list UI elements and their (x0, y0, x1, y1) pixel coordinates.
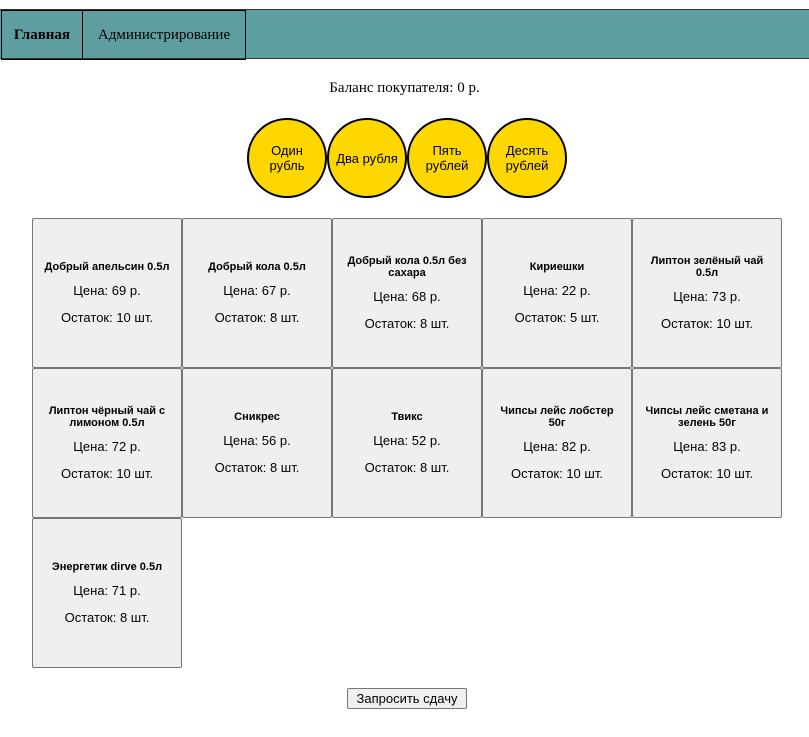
product-stock: Остаток: 8 шт. (214, 460, 300, 475)
product-price: Цена: 22 р. (523, 283, 591, 298)
product-stock: Остаток: 10 шт. (661, 316, 753, 331)
product-name: Чипсы лейс сметана и зелень 50г (645, 405, 769, 429)
product-stock: Остаток: 8 шт. (364, 316, 450, 331)
product-price: Цена: 73 р. (673, 289, 741, 304)
product-price: Цена: 69 р. (73, 283, 141, 298)
product-stock: Остаток: 10 шт. (61, 310, 153, 325)
top-navigation-bar (0, 9, 809, 59)
product-price: Цена: 52 р. (373, 433, 441, 448)
product-card[interactable] (32, 218, 182, 368)
nav-tab-administration[interactable]: Администрирование (82, 10, 246, 60)
product-name: Кириешки (529, 261, 585, 273)
product-card[interactable] (632, 368, 782, 518)
product-name: Энергетик dirve 0.5л (51, 561, 163, 573)
coin-five-rubles-button[interactable]: Пять рублей (407, 118, 487, 198)
product-name: Добрый кола 0.5л (208, 261, 306, 273)
product-card[interactable] (332, 218, 482, 368)
product-price: Цена: 82 р. (523, 439, 591, 454)
product-price: Цена: 67 р. (223, 283, 291, 298)
product-name: Чипсы лейс лобстер 50г (500, 405, 614, 429)
product-card[interactable] (182, 368, 332, 518)
product-stock: Остаток: 5 шт. (514, 310, 600, 325)
product-name: Липтон зелёный чай 0.5л (650, 255, 764, 279)
product-price: Цена: 71 р. (73, 583, 141, 598)
product-card[interactable] (32, 518, 182, 668)
product-stock: Остаток: 8 шт. (64, 610, 150, 625)
customer-balance: Баланс покупателя: 0 р. (329, 80, 480, 96)
product-card[interactable] (482, 218, 632, 368)
product-card[interactable] (482, 368, 632, 518)
product-stock: Остаток: 10 шт. (511, 466, 603, 481)
product-stock: Остаток: 10 шт. (61, 466, 153, 481)
product-price: Цена: 72 р. (73, 439, 141, 454)
nav-tab-home[interactable]: Главная (1, 10, 83, 60)
product-stock: Остаток: 8 шт. (364, 460, 450, 475)
product-name: Добрый кола 0.5л без сахара (347, 255, 467, 279)
product-card[interactable] (332, 368, 482, 518)
product-name: Сникрес (234, 411, 280, 423)
request-change-button[interactable]: Запросить сдачу (347, 688, 467, 709)
product-stock: Остаток: 8 шт. (214, 310, 300, 325)
product-price: Цена: 56 р. (223, 433, 291, 448)
coin-buttons (247, 118, 567, 198)
product-card[interactable] (182, 218, 332, 368)
product-name: Твикс (391, 411, 423, 423)
product-price: Цена: 83 р. (673, 439, 741, 454)
product-stock: Остаток: 10 шт. (661, 466, 753, 481)
product-card[interactable] (632, 218, 782, 368)
coin-ten-rubles-button[interactable]: Десять рублей (487, 118, 567, 198)
coin-two-rubles-button[interactable]: Два рубля (327, 118, 407, 198)
product-card[interactable] (32, 368, 182, 518)
coin-one-ruble-button[interactable]: Один рубль (247, 118, 327, 198)
product-price: Цена: 68 р. (373, 289, 441, 304)
product-name: Добрый апельсин 0.5л (44, 261, 170, 273)
product-name: Липтон чёрный чай с лимоном 0.5л (48, 405, 166, 429)
